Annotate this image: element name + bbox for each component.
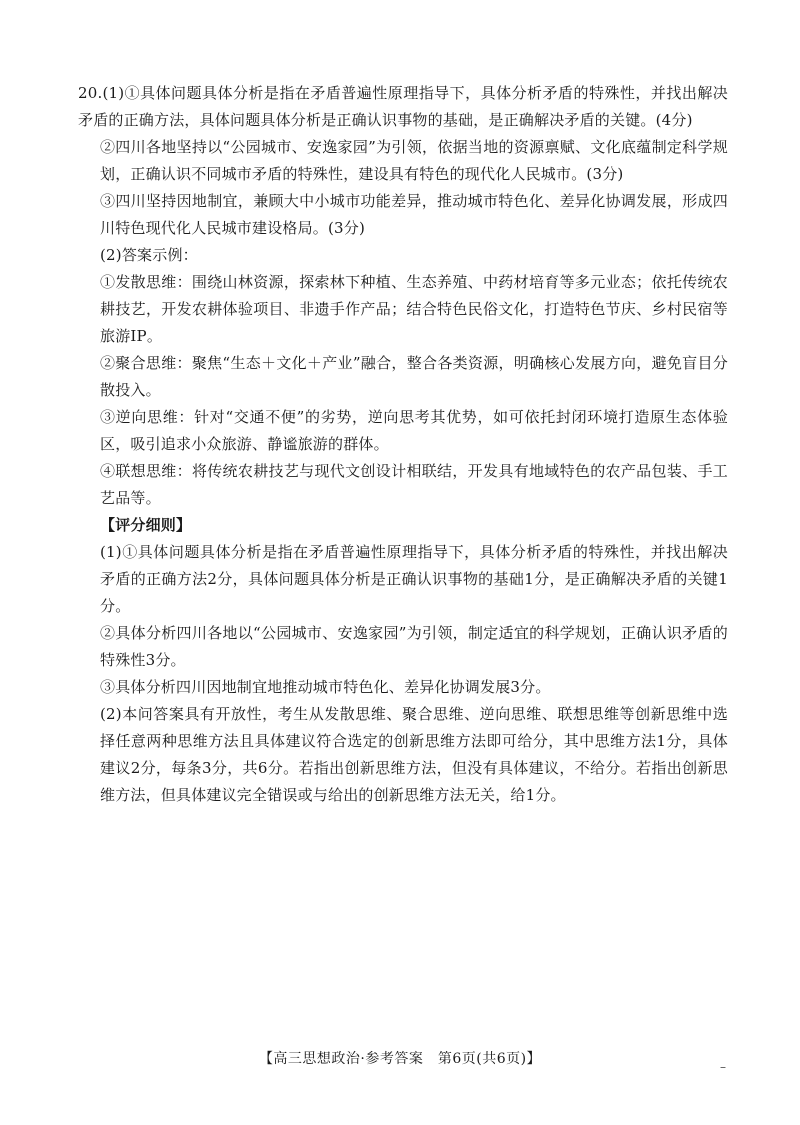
question-number: 20.: [78, 84, 103, 102]
grading-item-2: ②具体分析四川各地以“公园城市、安逸家园”为引领，制定适宜的科学规划，正确认识矛盾的特殊性3分。: [100, 624, 728, 669]
part2-item-convergent: ②聚合思维：聚焦“生态＋文化＋产业”融合，整合各类资源，明确核心发展方向，避免盲目分散投入。: [100, 354, 728, 399]
part2-item-associative: ④联想思维：将传统农耕技艺与现代文创设计相联结，开发具有地域特色的农产品包装、手工艺品等。: [100, 462, 728, 507]
answer-part1-para1: [78, 80, 728, 134]
grading-item-1: (1)①具体问题具体分析是指在矛盾普遍性原理指导下，具体分析矛盾的特殊性，并找出解决矛盾的正确方法2分，具体问题具体分析是正确认识事物的基础1分，是正确解决矛盾的关键1分。: [100, 543, 728, 615]
page-footer: 【高三思想政治·参考答案 第6页(共6页)】: [258, 1051, 542, 1067]
answer-content: [78, 80, 728, 809]
answer-part1-para3: ③四川坚持因地制宜，兼顾大中小城市功能差异，推动城市特色化、差异化协调发展，形成四川特色现代化人民城市建设格局。(3分): [100, 192, 728, 237]
corner-mark: –: [720, 1060, 726, 1074]
part1-point1-text: (1)①具体问题具体分析是指在矛盾普遍性原理指导下，具体分析矛盾的特殊性，并找出解决矛盾的正确方法，具体问题具体分析是正确认识事物的基础，是正确解决矛盾的关键。(4分): [78, 84, 728, 129]
grading-title: 【评分细则】: [100, 516, 192, 534]
grading-item-3: ③具体分析四川因地制宜地推动城市特色化、差异化协调发展3分。: [100, 678, 551, 696]
answer-part1-para2: ②四川各地坚持以“公园城市、安逸家园”为引领，依据当地的资源禀赋、文化底蕴制定科学规划，正确认识不同城市矛盾的特殊性，建设具有特色的现代化人民城市。(3分): [100, 138, 728, 183]
part2-item-divergent: ①发散思维：围绕山林资源，探索林下种植、生态养殖、中药材培育等多元业态；依托传统农耕技艺，开发农耕体验项目、非遗手作产品；结合特色民俗文化，打造特色节庆、乡村民宿等旅游IP。: [100, 273, 728, 345]
part2-item-reverse: ③逆向思维：针对“交通不便”的劣势，逆向思考其优势，如可依托封闭环境打造原生态体验区，吸引追求小众旅游、静谧旅游的群体。: [100, 408, 728, 453]
grading-item-4: (2)本问答案具有开放性，考生从发散思维、聚合思维、逆向思维、联想思维等创新思维中选择任意两种思维方法且具体建议符合选定的创新思维方法即可给分，其中思维方法1分，具体建议2分，每条3分，共6分。若指出创新思维方法，但没有具体建议，不给分。若指出创新思维方法，但具体建议完全错误或与给出的创新思维方法无关，给1分。: [100, 705, 728, 804]
answer-part2-label: (2)答案示例：: [100, 246, 198, 264]
